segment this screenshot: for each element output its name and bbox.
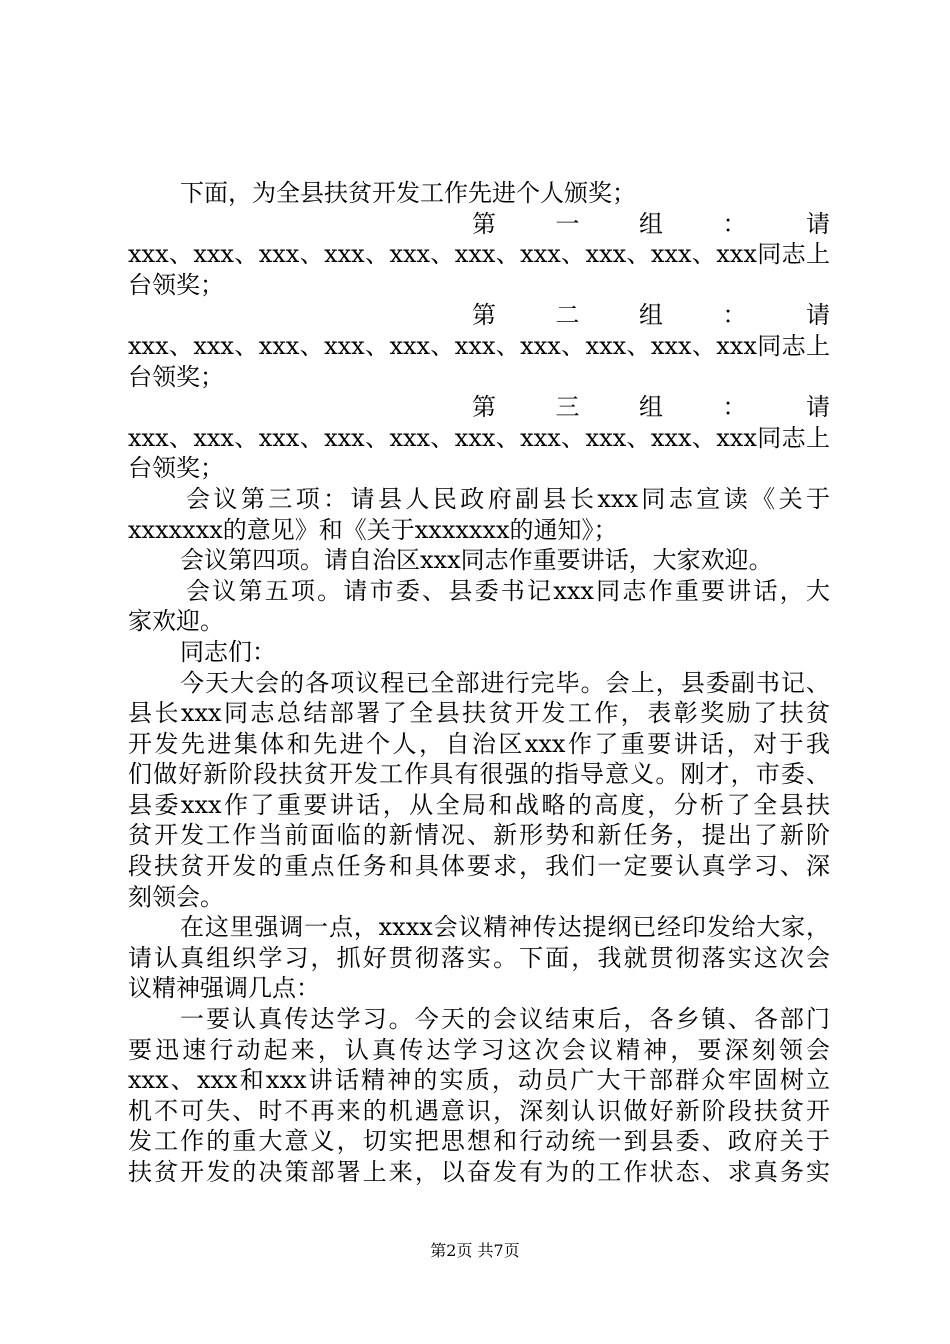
char: 请 bbox=[806, 209, 830, 238]
text-line: 发工作的重大意义，切实把思想和行动统一到县委、政府关于 bbox=[128, 1127, 830, 1156]
char: 第 bbox=[472, 301, 496, 330]
text-line: 县长xxx同志总结部署了全县扶贫开发工作，表彰奖励了扶贫 bbox=[128, 699, 830, 728]
group-1-heading bbox=[128, 209, 830, 240]
text-line: 下面，为全县扶贫开发工作先进个人颁奖； bbox=[180, 179, 636, 207]
group-3-heading bbox=[128, 392, 830, 423]
text-line: 议精神强调几点： bbox=[128, 974, 320, 1003]
text-line: 机不可失、时不再来的机遇意识，深刻认识做好新阶段扶贫开 bbox=[128, 1096, 830, 1125]
text-line: 会议第五项。请市委、县委书记xxx同志作重要讲话，大 bbox=[186, 576, 830, 605]
page-number-footer: 第2页 共7页 bbox=[430, 1241, 520, 1260]
text-line: 开发先进集体和先进个人，自治区xxx作了重要讲话，对于我 bbox=[128, 729, 830, 758]
char: 二 bbox=[555, 301, 580, 330]
char: 组 bbox=[639, 209, 663, 238]
text-line: 们做好新阶段扶贫开发工作具有很强的指导意义。刚才，市委、 bbox=[128, 760, 830, 789]
group-1-names: xxx、xxx、xxx、xxx、xxx、xxx、xxx、xxx、xxx、xxx同志上 bbox=[128, 240, 830, 269]
group-2-heading bbox=[128, 300, 830, 331]
char: 组 bbox=[639, 301, 663, 330]
char: ： bbox=[722, 393, 747, 422]
group-2-names: xxx、xxx、xxx、xxx、xxx、xxx、xxx、xxx、xxx、xxx同志上 bbox=[128, 331, 830, 360]
group-3-names: xxx、xxx、xxx、xxx、xxx、xxx、xxx、xxx、xxx、xxx同志上 bbox=[128, 423, 830, 452]
text-line: 县委xxx作了重要讲话，从全局和战略的高度，分析了全县扶 bbox=[128, 790, 830, 819]
text-line: 台领奖； bbox=[128, 362, 224, 391]
char: 请 bbox=[806, 301, 830, 330]
char: 三 bbox=[555, 393, 580, 422]
text-line: 贫开发工作当前面临的新情况、新形势和新任务，提出了新阶 bbox=[128, 821, 830, 850]
document-body bbox=[128, 178, 830, 1188]
text-line: 台领奖； bbox=[128, 454, 224, 483]
text-line: 段扶贫开发的重点任务和具体要求，我们一定要认真学习、深 bbox=[128, 852, 830, 881]
text-line: 台领奖； bbox=[128, 270, 224, 299]
char: 请 bbox=[806, 393, 830, 422]
char: 第 bbox=[472, 209, 496, 238]
char: 第 bbox=[472, 393, 496, 422]
char: ： bbox=[722, 209, 747, 238]
text-line: 刻领会。 bbox=[128, 882, 224, 911]
text-line: xxx、xxx和xxx讲话精神的实质，动员广大干部群众牢固树立 bbox=[128, 1066, 830, 1095]
text-line: 会议第四项。请自治区xxx同志作重要讲话，大家欢迎。 bbox=[180, 546, 773, 575]
text-line: 同志们： bbox=[180, 637, 276, 666]
text-line: xxxxxxx的意见》和《关于xxxxxxx的通知》； bbox=[128, 515, 618, 544]
text-line: 要迅速行动起来，认真传达学习这次会议精神，要深刻领会 bbox=[128, 1035, 830, 1064]
text-line: 今天大会的各项议程已全部进行完毕。会上，县委副书记、 bbox=[180, 668, 830, 697]
text-line: 一要认真传达学习。今天的会议结束后，各乡镇、各部门 bbox=[180, 1005, 830, 1034]
text-line: 在这里强调一点，xxxx会议精神传达提纲已经印发给大家， bbox=[180, 913, 830, 942]
char: ： bbox=[722, 301, 747, 330]
text-line: 家欢迎。 bbox=[128, 607, 224, 636]
text-line: 请认真组织学习，抓好贯彻落实。下面，我就贯彻落实这次会 bbox=[128, 943, 830, 972]
text-line: 会议第三项：请县人民政府副县长xxx同志宣读《关于 bbox=[186, 484, 830, 513]
char: 一 bbox=[555, 209, 580, 238]
char: 组 bbox=[639, 393, 663, 422]
text-line: 扶贫开发的决策部署上来，以奋发有为的工作状态、求真务实 bbox=[128, 1158, 830, 1186]
